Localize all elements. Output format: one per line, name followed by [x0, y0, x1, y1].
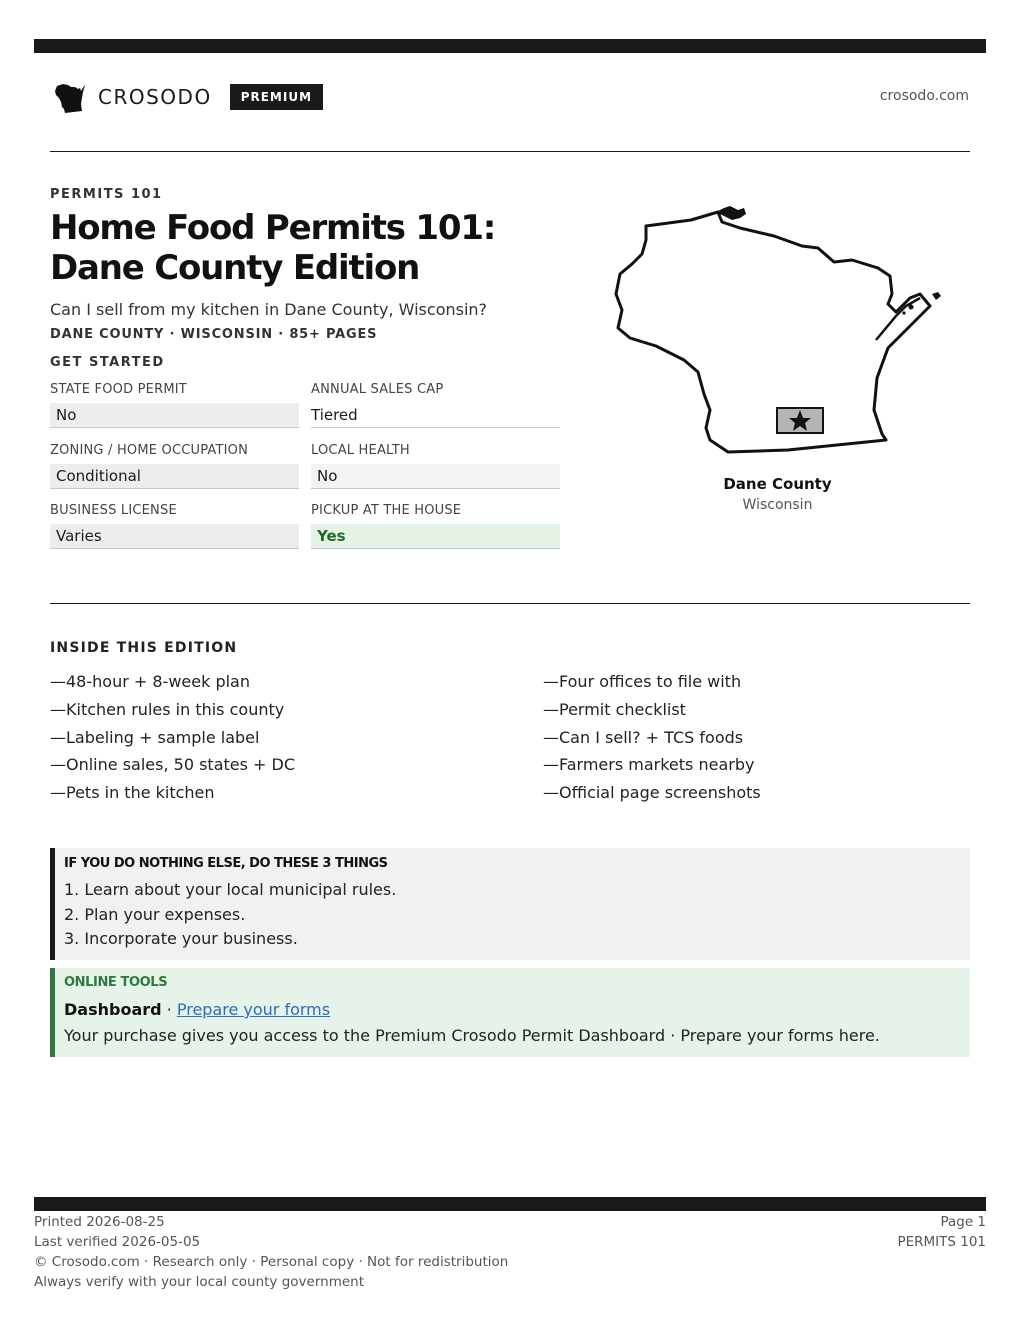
fact-pickup — [311, 503, 560, 549]
footer-section: PERMITS 101 — [897, 1234, 986, 1250]
dashboard-label: Dashboard — [64, 1000, 162, 1019]
tools-links-line — [64, 1000, 330, 1019]
fact-business-license — [50, 503, 299, 549]
online-tools-box — [50, 968, 970, 1057]
toc-item: —Labeling + sample label — [50, 727, 260, 747]
header-divider — [50, 151, 970, 152]
tools-description: Your purchase gives you access to the Premium Crosodo Permit Dashboard · Prepare your forms here. — [64, 1026, 880, 1045]
brand-name: CROSODO — [98, 85, 212, 109]
disclaimer: Always verify with your local county government — [34, 1274, 364, 1290]
section-divider — [50, 603, 970, 604]
map-state-label: Wisconsin — [742, 497, 813, 513]
toc-item: —Official page screenshots — [543, 783, 761, 803]
footer-left — [34, 1212, 508, 1292]
toc-item: —Online sales, 50 states + DC — [50, 755, 296, 775]
fact-label: ZONING / HOME OCCUPATION — [50, 443, 249, 458]
toc-left — [50, 668, 295, 807]
page-subtitle: Can I sell from my kitchen in Dane County, Wisconsin? — [50, 300, 488, 319]
fact-value: Yes — [311, 524, 560, 549]
fact-zoning — [50, 443, 299, 489]
toc-item: —Permit checklist — [543, 699, 686, 719]
tools-heading: ONLINE TOOLS — [64, 975, 168, 990]
fact-value: Conditional — [50, 464, 299, 489]
callout-heading: IF YOU DO NOTHING ELSE, DO THESE 3 THINGS — [64, 856, 388, 871]
wisconsin-silhouette-icon — [54, 80, 86, 114]
toc-item: —Pets in the kitchen — [50, 783, 215, 803]
get-started-heading: GET STARTED — [50, 355, 165, 370]
toc-right — [543, 668, 761, 807]
fact-value: No — [50, 403, 299, 428]
bottom-rule-bar — [34, 1197, 986, 1211]
callout-item: 2. Plan your expenses. — [64, 904, 246, 924]
footer-right — [897, 1212, 986, 1252]
inside-heading: INSIDE THIS EDITION — [50, 640, 238, 656]
premium-badge: PREMIUM — [230, 84, 323, 110]
fact-label: STATE FOOD PERMIT — [50, 382, 187, 397]
fact-value: No — [311, 464, 560, 489]
three-things-callout — [50, 848, 970, 960]
toc-item: —Kitchen rules in this county — [50, 699, 285, 719]
fact-value: Varies — [50, 524, 299, 549]
edition-meta: DANE COUNTY · WISCONSIN · 85+ PAGES — [50, 327, 378, 342]
callout-item: 3. Incorporate your business. — [64, 929, 298, 949]
callout-item: 1. Learn about your local municipal rules. — [64, 880, 397, 899]
fact-annual-sales-cap — [311, 382, 560, 428]
page-title: Home Food Permits 101: Dane County Edition — [50, 208, 496, 288]
fact-label: LOCAL HEALTH — [311, 443, 410, 458]
map-county-label: Dane County — [723, 475, 832, 493]
fact-label: ANNUAL SALES CAP — [311, 382, 444, 397]
brand[interactable] — [54, 80, 323, 114]
toc-item: —Farmers markets nearby — [543, 755, 755, 775]
printed-date: Printed 2026-08-25 — [34, 1214, 165, 1230]
fact-label: PICKUP AT THE HOUSE — [311, 503, 462, 518]
prepare-forms-link[interactable]: Prepare your forms — [176, 1000, 331, 1019]
section-kicker: PERMITS 101 — [50, 187, 163, 202]
toc-item: —Can I sell? + TCS foods — [543, 727, 744, 747]
callout-list — [64, 878, 396, 952]
copyright: © Crosodo.com · Research only · Personal copy · Not for redistribution — [34, 1254, 509, 1270]
fact-value: Tiered — [311, 403, 560, 428]
site-url[interactable]: crosodo.com — [879, 88, 969, 104]
fact-label: BUSINESS LICENSE — [50, 503, 177, 518]
page-number: Page 1 — [940, 1214, 986, 1230]
toc-item: —Four offices to file with — [543, 672, 742, 691]
tools-separator: · — [161, 1000, 177, 1019]
verified-date: Last verified 2026-05-05 — [34, 1234, 201, 1250]
toc-item: —48-hour + 8-week plan — [50, 672, 250, 691]
fact-local-health — [311, 443, 560, 489]
top-rule-bar — [34, 39, 986, 53]
fact-state-food-permit — [50, 382, 299, 428]
wisconsin-map — [606, 198, 951, 458]
